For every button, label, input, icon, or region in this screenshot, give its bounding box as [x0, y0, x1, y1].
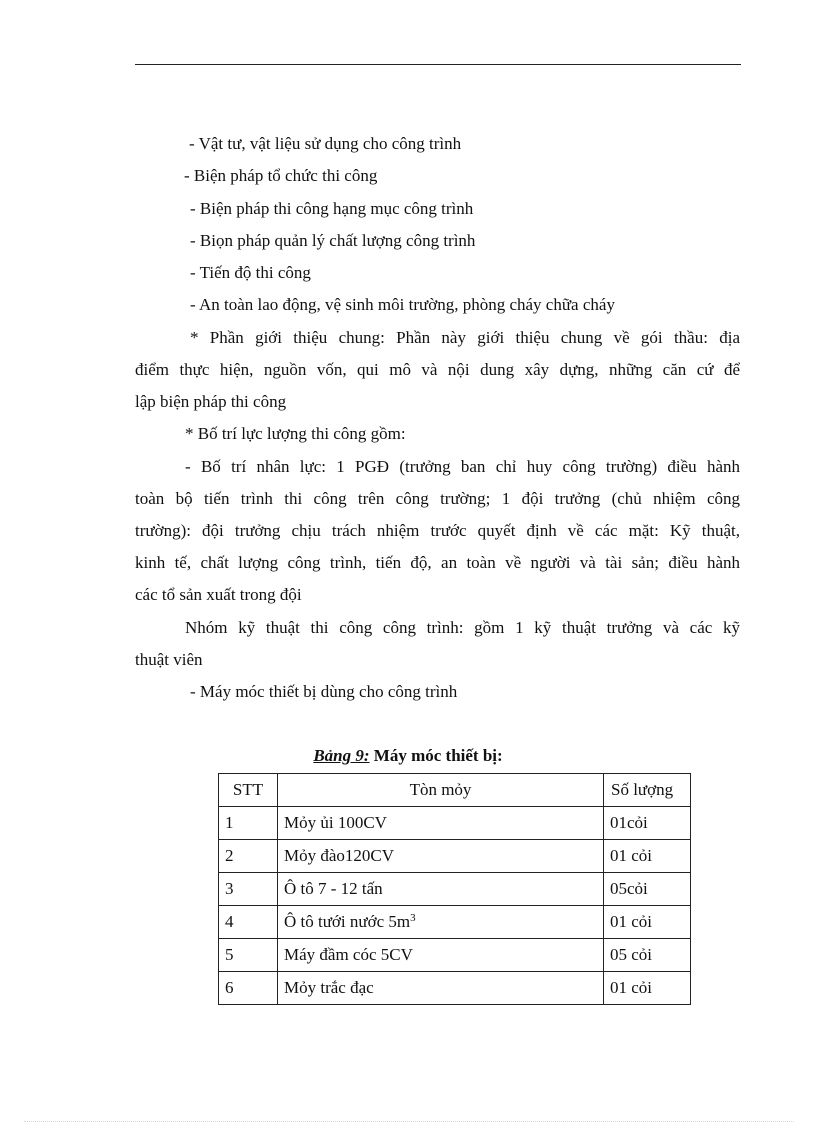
cell-quantity: 05 cỏi: [604, 939, 691, 972]
intro-paragraph-line-3: lập biện pháp thi công: [135, 392, 287, 411]
staff-paragraph-line-5: các tổ sản xuất trong đội: [135, 585, 302, 604]
table-header-row: [219, 774, 691, 807]
staff-paragraph-line-2: toàn bộ tiến trình thi công trên công trường; 1 đội trưởng (chủ nhiệm công: [135, 489, 740, 508]
header-name: Tòn mỏy: [278, 774, 604, 807]
cell-name-text: Ô tô tưới nước 5m: [284, 912, 411, 931]
cell-stt: 6: [219, 972, 278, 1005]
intro-paragraph-line-1: * Phần giới thiệu chung: Phần này giới thiệu chung về gói thầu: địa: [190, 328, 740, 347]
tech-paragraph-line-2: thuật viên: [135, 650, 203, 669]
bullet-equipment: - Máy móc thiết bị dùng cho công trình: [190, 682, 458, 701]
bullet-organization: - Biện pháp tổ chức thi công: [184, 166, 378, 185]
staff-paragraph-line-4: kinh tế, chất lượng công trình, tiến độ, an toàn về người và tài sản; điều hành: [135, 553, 740, 572]
staff-paragraph-line-3: trường): đội trưởng chịu trách nhiệm trước quyết định về các mặt: Kỹ thuật,: [135, 521, 740, 540]
intro-paragraph-line-2: điểm thực hiện, nguồn vốn, qui mô và nội dung xây dựng, những căn cứ để: [135, 360, 740, 379]
table-row: [219, 873, 691, 906]
cell-name: Mỏy trắc đạc: [278, 972, 604, 1005]
bullet-quality-management: - Biọn pháp quản lý chất lượng công trình: [190, 231, 476, 250]
cell-stt: 3: [219, 873, 278, 906]
cell-name: [278, 906, 604, 939]
footer-rule: [24, 1121, 794, 1122]
staff-paragraph-line-1: - Bố trí nhân lực: 1 PGĐ (trưởng ban chỉ huy công trường) điều hành: [185, 457, 740, 476]
bullet-construction-methods: - Biện pháp thi công hạng mục công trình: [190, 199, 474, 218]
bullet-schedule: - Tiến độ thi công: [190, 263, 311, 282]
cell-quantity: 01 cỏi: [604, 840, 691, 873]
cell-quantity: 01cỏi: [604, 807, 691, 840]
table-row: [219, 807, 691, 840]
table-row: [219, 906, 691, 939]
cell-name: Ô tô 7 - 12 tấn: [278, 873, 604, 906]
table-caption: [0, 746, 816, 766]
force-heading: * Bố trí lực lượng thi công gồm:: [185, 424, 406, 443]
tech-paragraph-line-1: Nhóm kỹ thuật thi công công trình: gồm 1 kỹ thuật trưởng và các kỹ: [185, 618, 740, 637]
cell-quantity: 01 cỏi: [604, 906, 691, 939]
bullet-safety: - An toàn lao động, vệ sinh môi trường, phòng cháy chữa cháy: [190, 295, 615, 314]
cell-stt: 5: [219, 939, 278, 972]
cell-name: Máy đầm cóc 5CV: [278, 939, 604, 972]
header-stt: STT: [219, 774, 278, 807]
cell-name: Mỏy ủi 100CV: [278, 807, 604, 840]
bullet-materials: - Vật tư, vật liệu sử dụng cho công trình: [189, 134, 462, 153]
table-row: [219, 972, 691, 1005]
header-quantity: Số lượng: [604, 774, 691, 807]
cell-quantity: 01 cỏi: [604, 972, 691, 1005]
cell-stt: 2: [219, 840, 278, 873]
cell-quantity: 05cỏi: [604, 873, 691, 906]
table-caption-text: Máy móc thiết bị:: [369, 746, 503, 765]
header-rule: [135, 64, 741, 65]
cell-name-superscript: 3: [410, 912, 416, 924]
cell-name: Mỏy đào120CV: [278, 840, 604, 873]
table-caption-label: Bảng 9:: [313, 746, 370, 765]
equipment-table: [218, 773, 691, 1005]
cell-stt: 4: [219, 906, 278, 939]
table-row: [219, 840, 691, 873]
cell-stt: 1: [219, 807, 278, 840]
table-row: [219, 939, 691, 972]
